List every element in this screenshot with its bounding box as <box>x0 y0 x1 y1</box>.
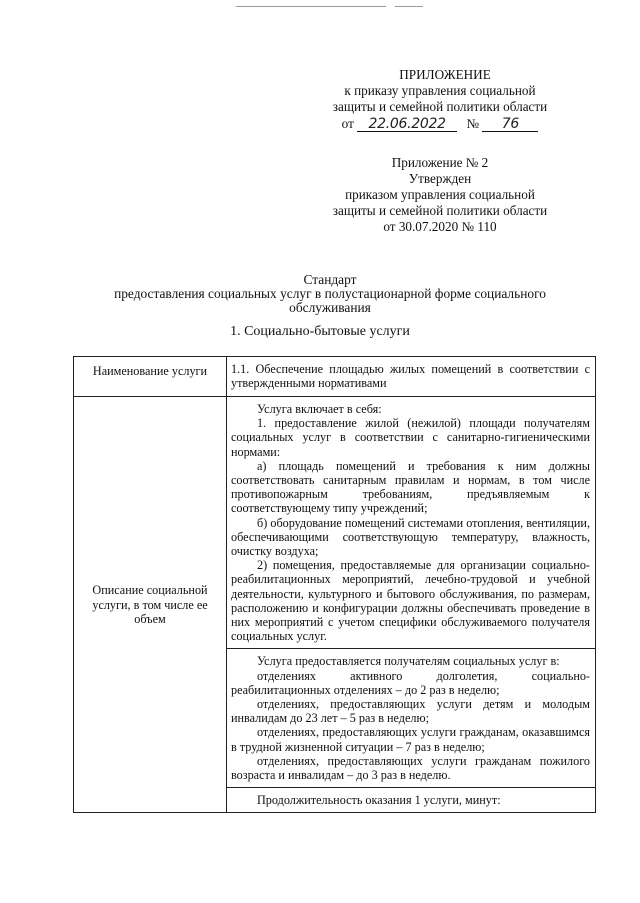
appendix-number: Приложение № 2 <box>391 155 489 170</box>
service-includes-block <box>231 402 590 643</box>
table-row <box>74 397 596 813</box>
appendix-title: ПРИЛОЖЕНИЕ <box>399 67 491 82</box>
number-label: № <box>466 116 480 131</box>
paragraph: отделениях, предоставляющих услуги гражданам пожилого возраста и инвалидам – до 3 раз в неделю. <box>231 753 590 783</box>
from-label: от <box>341 116 354 131</box>
document-title-block <box>60 273 600 315</box>
approved-label: Утвержден <box>408 171 472 186</box>
approval-order-ref: от 30.07.2020 № 110 <box>383 219 497 234</box>
service-description-cell <box>227 397 596 813</box>
paragraph: а) площадь помещений и требования к ним должны соответствовать санитарным правилам и нормам, в том числе противопожарным требованиям, предъявляемым к соответствующему типу учреждений; <box>231 458 590 516</box>
document-subtitle-line1: предоставления социальных услуг в полустационарной форме социального <box>114 286 546 301</box>
paragraph: отделениях, предоставляющих услуги гражданам, оказавшимся в трудной жизненной ситуации – 7 раз в неделю; <box>231 725 590 754</box>
scan-artifact <box>395 6 423 7</box>
paragraph: 2) помещения, предоставляемые для организации социально-реабилитационных мероприятий, лечебно-трудовой и учебной деятельности, культурного и бытового обслуживания, по размерам, расположению и конфигурации должны обеспечивать проведение в них мероприятий с учетом специфики обслуживаемого получателя социальных услуг. <box>231 558 590 644</box>
approval-block <box>300 155 580 235</box>
service-name-label: Наименование услуги <box>74 357 227 397</box>
paragraph: б) оборудование помещений системами отопления, вентиляции, обеспечивающими соответствующую температуру, влажность, очистку воздуха; <box>231 515 590 559</box>
approval-order-line2: защиты и семейной политики области <box>332 203 548 218</box>
service-standard-table <box>73 356 596 813</box>
appendix-header <box>300 67 580 132</box>
paragraph: отделениях активного долголетия, социально-реабилитационных отделениях – до 2 раз в неделю; <box>231 668 590 697</box>
paragraph: Услуга включает в себя: <box>257 402 382 416</box>
appendix-to-order-line1: к приказу управления социальной <box>344 83 536 98</box>
paragraph: отделениях, предоставляющих услуги детям и молодым инвалидам до 23 лет – 5 раз в неделю; <box>231 697 590 726</box>
section-heading: 1. Социально-бытовые услуги <box>230 324 410 339</box>
paragraph: 1. предоставление жилой (нежилой) площади получателям социальных услуг в соответствии с санитарно-гигиеническими нормами: <box>231 416 590 459</box>
document-title: Стандарт <box>303 272 357 287</box>
document-subtitle-line2: обслуживания <box>289 300 371 315</box>
approval-order-line1: приказом управления социальной <box>345 187 535 202</box>
paragraph: Услуга предоставляется получателям социальных услуг в: <box>257 654 560 669</box>
order-date-line <box>300 116 580 132</box>
service-name-value <box>227 357 596 397</box>
scan-artifact <box>236 6 386 7</box>
service-frequency-block <box>227 648 595 782</box>
appendix-to-order-line2: защиты и семейной политики области <box>332 99 548 114</box>
paragraph: Продолжительность оказания 1 услуги, минут: <box>257 793 501 808</box>
table-row <box>74 357 596 397</box>
service-description-label: Описание социальной услуги, в том числе ее объем <box>74 397 227 813</box>
order-number-handwritten: 76 <box>482 117 538 132</box>
service-duration-block <box>227 787 595 809</box>
service-name-text: 1.1. Обеспечение площадью жилых помещений в соответствии с утвержденными нормативами <box>231 362 590 391</box>
order-date-handwritten: 22.06.2022 <box>357 117 457 132</box>
